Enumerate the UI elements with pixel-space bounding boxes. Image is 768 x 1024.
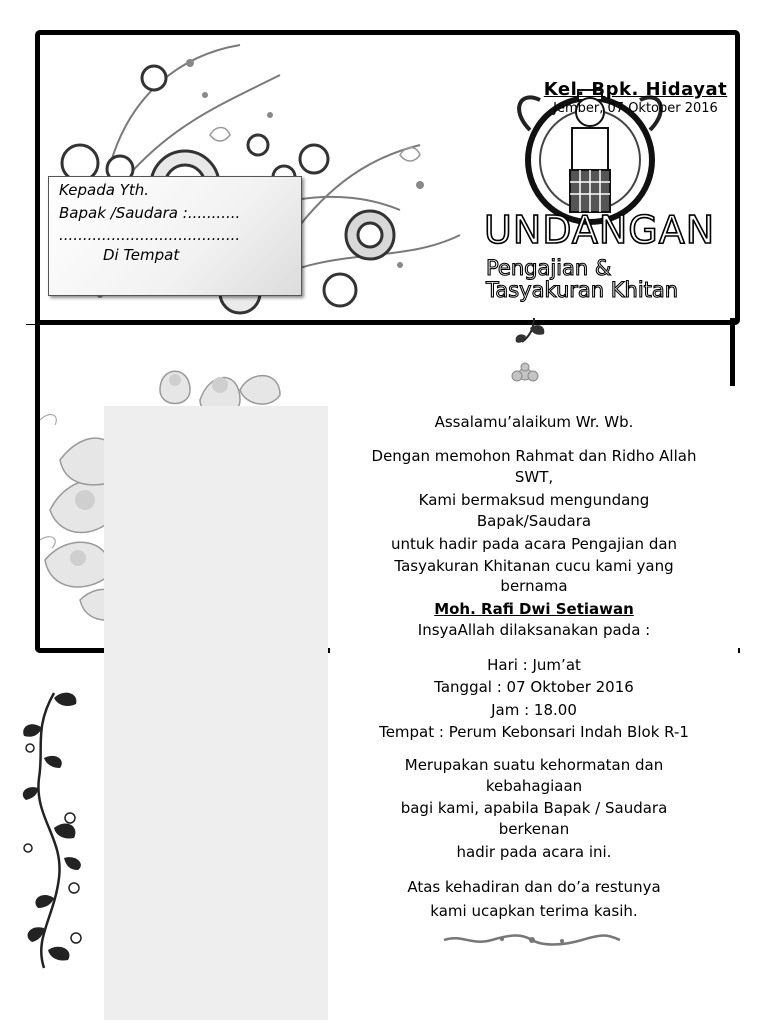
address-line-2: Bapak /Saudara :...........: [59, 204, 241, 222]
intro-line-2b: Bapak/Saudara: [476, 512, 592, 530]
floral-vine-icon: [14, 688, 104, 973]
place-and-date: Jember, 07 Oktober 2016: [553, 101, 718, 116]
card-right-border: [730, 318, 735, 386]
address-line-1: Kepada Yth.: [59, 181, 150, 199]
intro-line-2a: Kami bermaksud mengundang: [418, 491, 650, 509]
host-family-name: Kel. Bpk. Hidayat: [543, 79, 728, 100]
child-name: Moh. Rafi Dwi Setiawan: [434, 600, 634, 618]
small-flower-icon: [490, 362, 560, 386]
event-place: Tempat : Perum Kebonsari Indah Blok R-1: [379, 723, 689, 741]
ornament-divider-icon: [442, 934, 622, 946]
address-line-3: ......................................: [59, 226, 241, 244]
address-line-4: Di Tempat: [103, 246, 180, 264]
event-time: Jam : 18.00: [491, 701, 577, 719]
intro-line-4b: bernama: [500, 577, 568, 595]
closing-line-3: hadir pada acara ini.: [456, 843, 612, 861]
recipient-address-box: [48, 176, 302, 296]
hanging-leaf-icon: [512, 318, 556, 344]
closing-line-2b: berkenan: [498, 820, 570, 838]
invitation-title: UNDANGAN: [484, 208, 716, 252]
intro-line-1b: SWT,: [514, 468, 554, 486]
intro-line-4a: Tasyakuran Khitanan cucu kami yang: [394, 557, 674, 575]
held-on-label: InsyaAllah dilaksanakan pada :: [417, 621, 651, 639]
thanks-line-1: Atas kehadiran dan do’a restunya: [407, 878, 661, 896]
event-subtitle-line2: Tasyakuran Khitan: [486, 278, 679, 302]
greeting: Assalamu’alaikum Wr. Wb.: [434, 413, 634, 431]
closing-line-1b: kebahagiaan: [485, 777, 583, 795]
event-day: Hari : Jum’at: [487, 656, 581, 674]
intro-line-1a: Dengan memohon Rahmat dan Ridho Allah: [371, 447, 697, 465]
intro-line-3: untuk hadir pada acara Pengajian dan: [390, 535, 678, 553]
closing-line-2a: bagi kami, apabila Bapak / Saudara: [400, 799, 668, 817]
side-panel: [104, 406, 328, 1020]
thanks-line-2: kami ucapkan terima kasih.: [430, 902, 638, 920]
event-subtitle-line1: Pengajian &: [486, 256, 612, 280]
event-date: Tanggal : 07 Oktober 2016: [434, 678, 634, 696]
closing-line-1a: Merupakan suatu kehormatan dan: [404, 756, 664, 774]
invitation-body: [330, 386, 738, 946]
